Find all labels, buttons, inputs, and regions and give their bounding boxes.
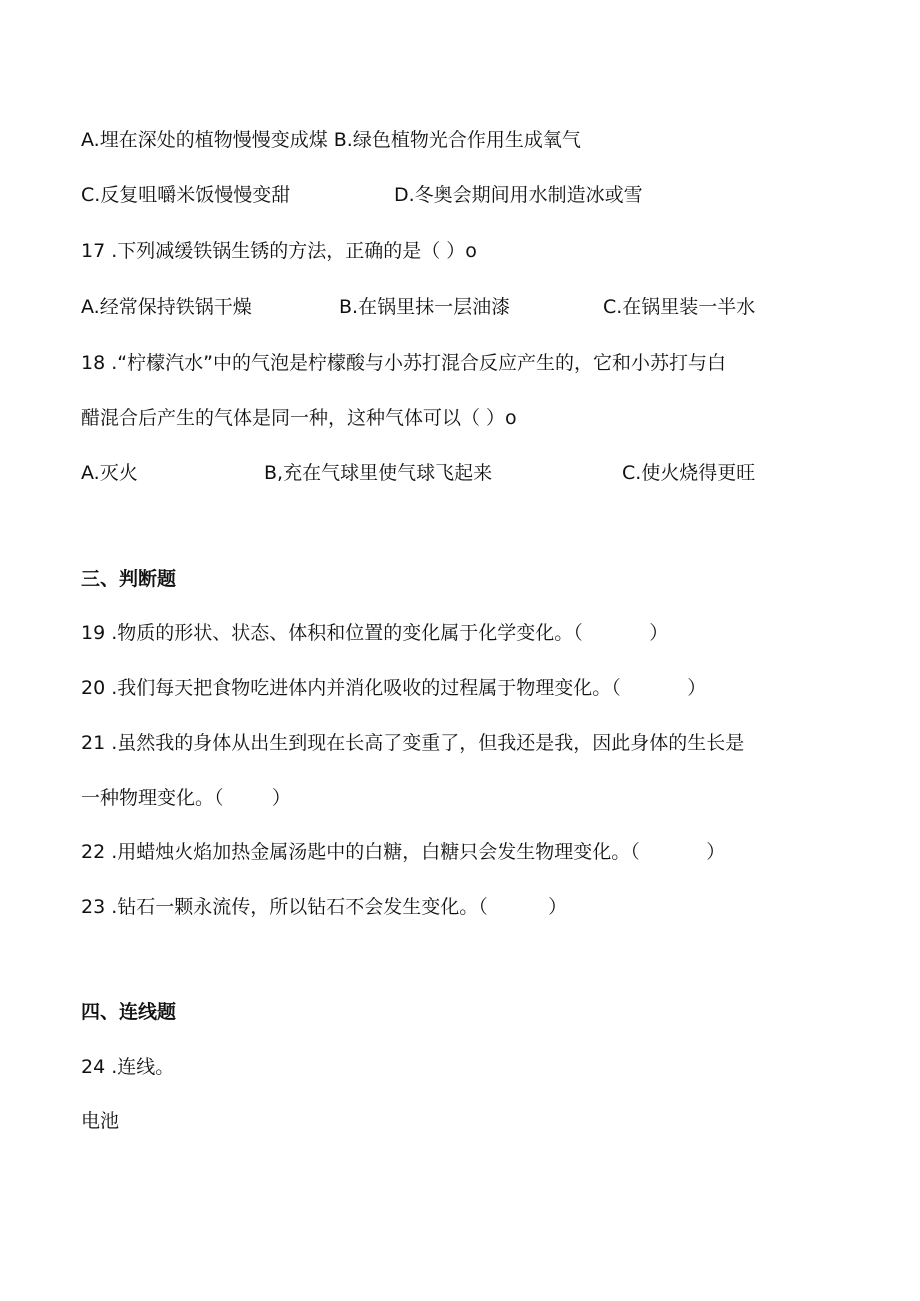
q16-option-c: C.反复咀嚼米饭慢慢变甜 bbox=[81, 184, 291, 206]
q18-option-a: A.灭火 bbox=[81, 462, 138, 484]
q18-options bbox=[81, 459, 841, 487]
section-3-title: 三、判断题 bbox=[81, 568, 177, 590]
q18-option-b: B,充在气球里使气球飞起来 bbox=[264, 462, 493, 484]
q18-stem-line2: 醋混合后产生的气体是同一种，这种气体可以（ ）o bbox=[81, 407, 517, 429]
q19: 19 .物质的形状、状态、体积和位置的变化属于化学变化。（ ） bbox=[81, 622, 669, 644]
q17-options bbox=[81, 293, 841, 321]
q17-option-a: A.经常保持铁锅干燥 bbox=[81, 296, 252, 318]
q24: 24 .连线。 bbox=[81, 1056, 175, 1078]
q20: 20 .我们每天把食物吃进体内并消化吸收的过程属于物理变化。（ ） bbox=[81, 677, 707, 699]
q22: 22 .用蜡烛火焰加热金属汤匙中的白糖，白糖只会发生物理变化。（ ） bbox=[81, 841, 726, 863]
q18-option-c: C.使火烧得更旺 bbox=[622, 462, 756, 484]
q16-options-cd bbox=[81, 181, 841, 209]
q23: 23 .钻石一颗永流传，所以钻石不会发生变化。（ ） bbox=[81, 896, 568, 918]
q21-line2: 一种物理变化。（ ） bbox=[81, 787, 291, 809]
q17-option-c: C.在锅里装一半水 bbox=[603, 296, 756, 318]
q17-stem: 17 .下列减缓铁锅生锈的方法，正确的是（ ）o bbox=[81, 240, 477, 262]
q16-option-d: D.冬奥会期间用水制造冰或雪 bbox=[394, 184, 643, 206]
section-4-title: 四、连线题 bbox=[81, 1001, 177, 1023]
q16-options-ab: A.埋在深处的植物慢慢变成煤 B.绿色植物光合作用生成氧气 bbox=[81, 129, 581, 151]
q17-option-b: B.在锅里抹一层油漆 bbox=[339, 296, 511, 318]
q21-line1: 21 .虽然我的身体从出生到现在长高了变重了，但我还是我，因此身体的生长是 bbox=[81, 732, 745, 754]
q18-stem-line1: 18 .“柠檬汽水”中的气泡是柠檬酸与小苏打混合反应产生的，它和小苏打与白 bbox=[81, 352, 726, 374]
matching-item-battery: 电池 bbox=[81, 1110, 120, 1132]
